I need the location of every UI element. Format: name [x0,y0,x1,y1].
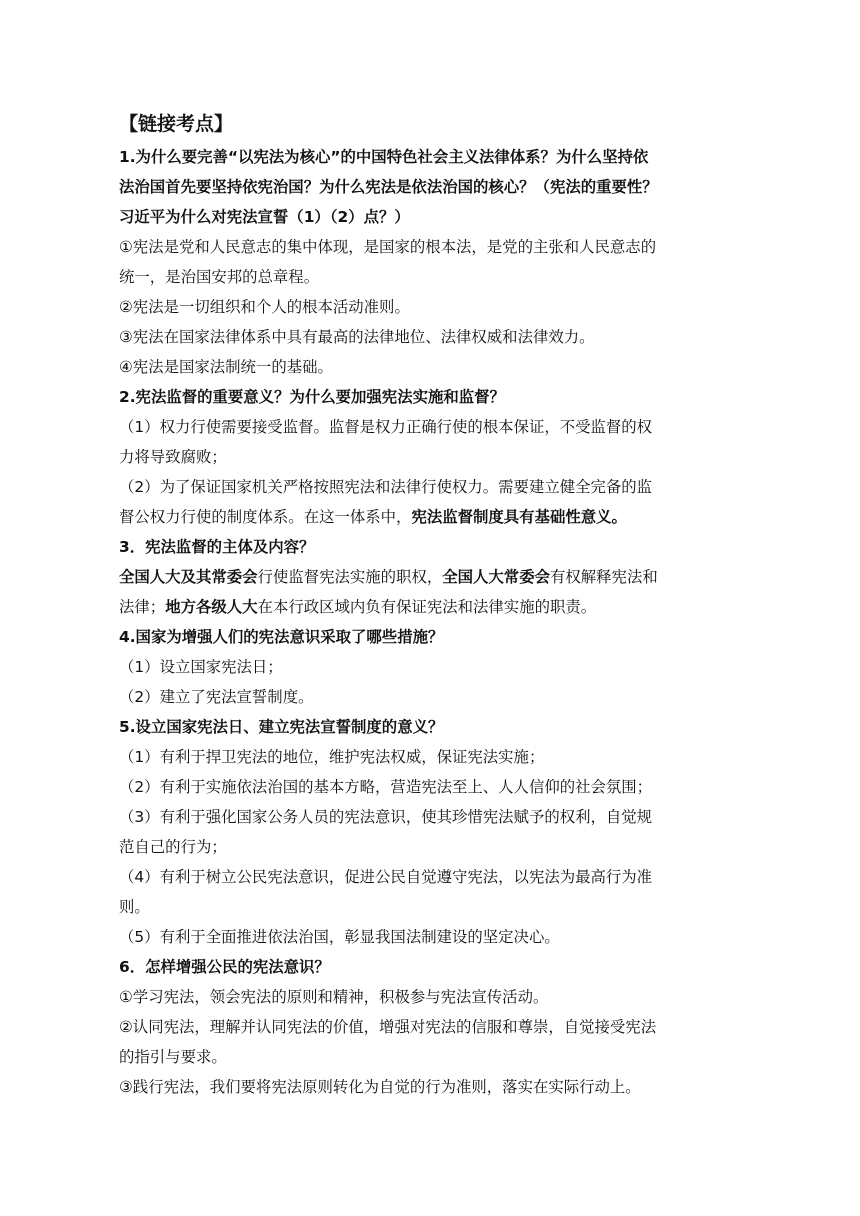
question-5: 5.设立国家宪法日、建立宪法宣誓制度的意义？ [119,718,444,736]
answer-1-line-1: ①宪法是党和人民意志的集中体现，是国家的根本法，是党的主张和人民意志的 [119,238,657,256]
answer-6-line-1: ①学习宪法，领会宪法的原则和精神，积极参与宪法宣传活动。 [119,988,549,1006]
answer-5-line-1: （1）有利于捍卫宪法的地位，维护宪法权威，保证宪法实施； [119,748,545,766]
answer-1-line-3: ②宪法是一切组织和个人的根本活动准则。 [119,298,410,316]
answer-3-text-2: 有权解释宪法和 [549,568,658,586]
document-page [119,110,739,1102]
answer-3-text-3: 法律； [119,598,166,616]
answer-3-subject-3: 地方各级人大 [165,598,258,616]
answer-1-line-4: ③宪法在国家法律体系中具有最高的法律地位、法律权威和法律效力。 [119,328,595,346]
answer-1-line-5: ④宪法是国家法制统一的基础。 [119,358,333,376]
answer-5-line-6: 则。 [119,898,150,916]
answer-3-line-2 [119,592,739,622]
answer-5-line-7: （5）有利于全面推进依法治国，彰显我国法制建设的坚定决心。 [119,928,560,946]
answer-3-subject-2: 全国人大常委会 [442,568,550,586]
question-2: 2.宪法监督的重要意义？为什么要加强宪法实施和监督？ [119,388,505,406]
answer-2-line-4-text: 督公权力行使的制度体系。在这一体系中， [119,508,412,526]
answer-2-bold-tail: 宪法监督制度具有基础性意义。 [411,508,627,526]
answer-3-line-1 [119,562,739,592]
question-4: 4.国家为增强人们的宪法意识采取了哪些措施？ [119,628,444,646]
answer-3-subject-1: 全国人大及其常委会 [119,568,258,586]
question-1-line-3: 习近平为什么对宪法宣誓（1）（2）点？） [119,208,410,226]
answer-6-line-4: ③践行宪法，我们要将宪法原则转化为自觉的行为准则，落实在实际行动上。 [119,1078,641,1096]
question-1-line-1: 1.为什么要完善“以宪法为核心”的中国特色社会主义法律体系？为什么坚持依 [119,148,649,166]
answer-1-line-2: 统一，是治国安邦的总章程。 [119,268,320,286]
answer-5-line-3: （3）有利于强化国家公务人员的宪法意识，使其珍惜宪法赋予的权利，自觉规 [119,808,653,826]
answer-6-line-3: 的指引与要求。 [119,1048,227,1066]
question-3: 3．宪法监督的主体及内容？ [119,538,315,556]
answer-2-line-2: 力将导致腐败； [119,448,227,466]
answer-2-line-4 [119,502,739,532]
answer-3-text-1: 行使监督宪法实施的职权， [257,568,443,586]
answer-5-line-2: （2）有利于实施依法治国的基本方略，营造宪法至上、人人信仰的社会氛围； [119,778,653,796]
answer-3-text-4: 在本行政区域内负有保证宪法和法律实施的职责。 [257,598,597,616]
answer-5-line-5: （4）有利于树立公民宪法意识，促进公民自觉遵守宪法，以宪法为最高行为准 [119,868,653,886]
page-title: 【链接考点】 [119,113,234,135]
question-1-line-2: 法治国首先要坚持依宪治国？为什么宪法是依法治国的核心？（宪法的重要性？ [119,178,658,196]
answer-4-line-1: （1）设立国家宪法日； [119,658,283,676]
answer-6-line-2: ②认同宪法，理解并认同宪法的价值，增强对宪法的信服和尊崇，自觉接受宪法 [119,1018,657,1036]
answer-2-line-1: （1）权力行使需要接受监督。监督是权力正确行使的根本保证，不受监督的权 [119,418,653,436]
question-6: 6．怎样增强公民的宪法意识？ [119,958,330,976]
answer-2-line-3: （2）为了保证国家机关严格按照宪法和法律行使权力。需要建立健全完备的监 [119,478,653,496]
answer-4-line-2: （2）建立了宪法宣誓制度。 [119,688,314,706]
answer-5-line-4: 范自己的行为； [119,838,227,856]
